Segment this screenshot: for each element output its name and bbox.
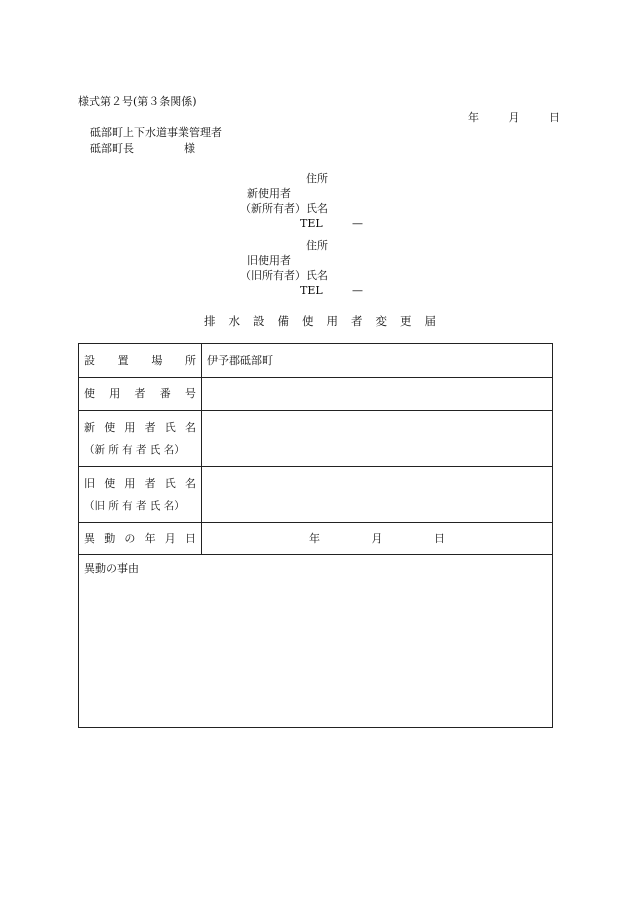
- user-number-label-cell: [79, 378, 202, 411]
- location-label-char: 置: [117, 353, 129, 367]
- new-user-address-label: 住所: [306, 172, 328, 185]
- date-day-label: 日: [549, 111, 560, 124]
- location-label-char: 場: [151, 353, 163, 367]
- new-user-tel-label: TEL: [300, 217, 323, 230]
- form-number: 様式第２号(第３条関係): [78, 95, 197, 108]
- old-name-label-char: 使: [104, 476, 116, 490]
- old-name-label-char: 名: [184, 476, 196, 490]
- new-user-tel-dash: —: [352, 217, 363, 230]
- new-user-title: 新使用者: [247, 187, 291, 200]
- old-user-title: 旧使用者: [247, 254, 291, 267]
- change-date-label-char: 年: [144, 531, 156, 545]
- reason-label: 異動の事由: [84, 562, 139, 575]
- old-name-label-char: 旧: [84, 476, 95, 490]
- new-name-row: [79, 411, 553, 467]
- document-title: 排水設備使用者変更届: [204, 314, 449, 328]
- submission-date: [468, 111, 560, 124]
- change-date-label-char: の: [124, 531, 136, 545]
- change-date-row: [79, 523, 553, 555]
- date-year-label: 年: [468, 111, 479, 124]
- change-date-year: 年: [309, 531, 320, 545]
- new-name-label-char: 新: [84, 420, 95, 434]
- location-label-char: 設: [84, 353, 95, 367]
- old-name-label-char: 用: [124, 476, 136, 490]
- location-label-char: 所: [184, 353, 196, 367]
- addressee-honorific: 様: [184, 142, 195, 155]
- reason-field[interactable]: [79, 555, 553, 728]
- old-name-field[interactable]: [202, 467, 553, 523]
- old-user-address-label: 住所: [306, 239, 328, 252]
- change-date-label-char: 月: [164, 531, 176, 545]
- old-user-tel-dash: —: [352, 284, 363, 297]
- old-name-row: [79, 467, 553, 523]
- change-date-label-char: 動: [104, 531, 116, 545]
- new-name-label-char: 名: [184, 420, 196, 434]
- old-user-tel-label: TEL: [300, 284, 323, 297]
- new-name-label-char: 者: [144, 420, 156, 434]
- new-owner-name-label: （新所有者）氏名: [240, 202, 328, 215]
- user-number-label-char: 者: [134, 387, 146, 400]
- change-date-label-cell: [79, 523, 202, 555]
- old-owner-name-sublabel: （旧 所 有 者 氏 名）: [84, 499, 185, 512]
- new-name-label-char: 氏: [164, 420, 176, 434]
- user-number-label-char: 用: [109, 387, 121, 400]
- location-label-cell: [79, 344, 202, 378]
- change-date-field[interactable]: [202, 523, 553, 555]
- user-number-label-char: 使: [84, 387, 95, 400]
- new-owner-name-sublabel: （新 所 有 者 氏 名）: [84, 443, 185, 456]
- change-date-day: 日: [434, 531, 445, 545]
- change-date-label-char: 異: [84, 531, 95, 545]
- reason-row: [79, 555, 553, 728]
- change-date-month: 月: [371, 531, 383, 545]
- old-owner-name-label: （旧所有者）氏名: [240, 269, 328, 282]
- old-name-label-cell: [79, 467, 202, 523]
- location-value[interactable]: 伊予郡砥部町: [202, 344, 553, 378]
- user-number-row: [79, 378, 553, 411]
- old-name-label-char: 氏: [164, 476, 176, 490]
- addressee-line2: 砥部町長: [90, 142, 134, 155]
- new-name-label-char: 使: [104, 420, 116, 434]
- date-month-label: 月: [508, 111, 520, 124]
- change-date-label-char: 日: [184, 531, 196, 545]
- new-name-field[interactable]: [202, 411, 553, 467]
- location-row: [79, 344, 553, 378]
- user-number-field[interactable]: [202, 378, 553, 411]
- new-name-label-cell: [79, 411, 202, 467]
- user-number-label-char: 番: [159, 387, 171, 400]
- user-number-label-char: 号: [185, 387, 196, 400]
- new-name-label-char: 用: [124, 420, 136, 434]
- addressee-line1: 砥部町上下水道事業管理者: [90, 126, 222, 139]
- old-name-label-char: 者: [144, 476, 156, 490]
- notification-table: [78, 343, 553, 728]
